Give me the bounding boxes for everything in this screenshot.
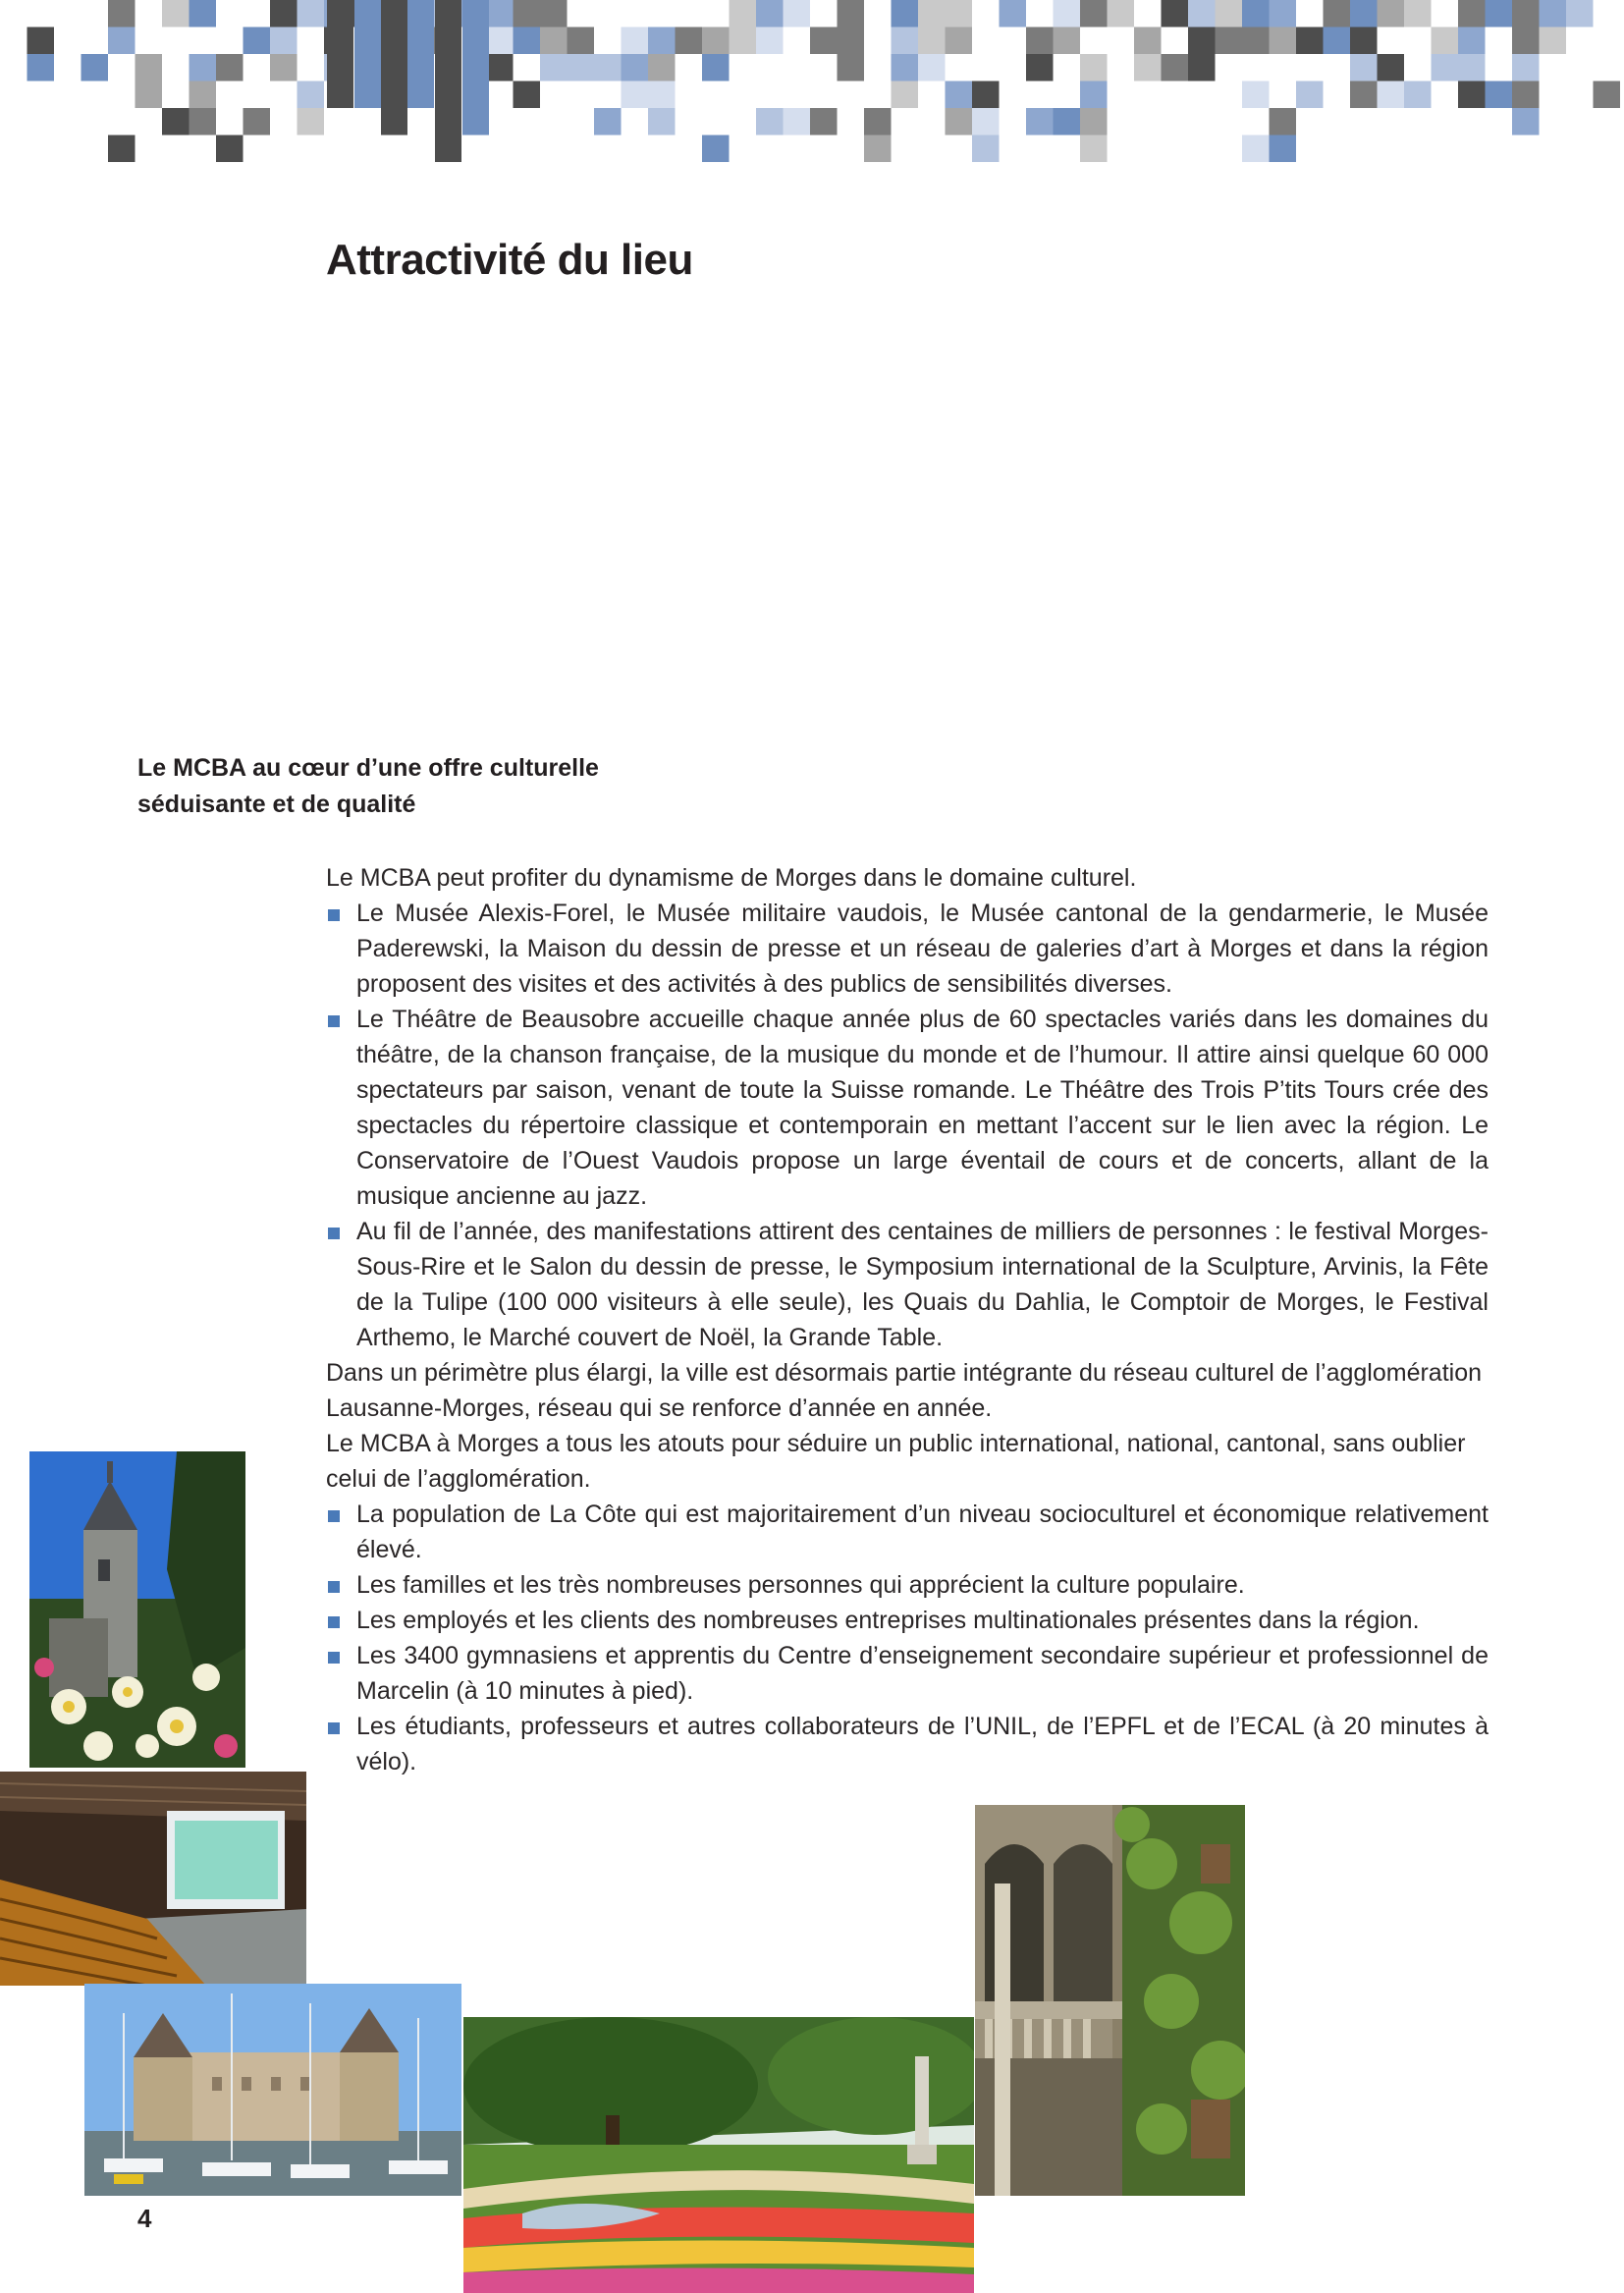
mosaic-tile <box>1458 0 1486 27</box>
mosaic-tile <box>1296 82 1324 109</box>
mosaic-tile <box>407 0 434 108</box>
mosaic-tile <box>108 0 135 27</box>
mosaic-tile <box>1404 0 1432 27</box>
mosaic-tile <box>810 27 838 55</box>
mosaic-tile <box>327 0 353 108</box>
mosaic-tile <box>730 27 757 55</box>
mosaic-tile <box>1594 82 1621 109</box>
mosaic-tile <box>1432 54 1459 82</box>
page-number: 4 <box>137 2204 152 2233</box>
mosaic-tile <box>298 0 325 27</box>
photo-tulip-park <box>463 2017 974 2293</box>
mosaic-tile <box>784 0 811 27</box>
mosaic-tile <box>918 0 946 27</box>
mosaic-tile <box>622 82 649 109</box>
mosaic-tile <box>864 108 892 136</box>
list-item: Les étudiants, professeurs et autres collaborateurs de l’UNIL, de l’EPFL et de l’ECAL (à 20 minutes à vélo). <box>326 1709 1489 1779</box>
subtitle-line: séduisante et de qualité <box>137 791 416 818</box>
mosaic-tile <box>702 27 730 55</box>
mosaic-tile <box>1350 0 1378 27</box>
mosaic-tile <box>1350 54 1378 82</box>
mosaic-tile <box>622 27 649 55</box>
page-title: Attractivité du lieu <box>326 236 693 284</box>
mosaic-tile <box>756 108 784 136</box>
mosaic-tile <box>270 54 298 82</box>
mosaic-tile <box>1486 0 1513 27</box>
mosaic-tile <box>918 27 946 55</box>
mosaic-tile <box>946 108 973 136</box>
mosaic-tile <box>1324 0 1351 27</box>
mosaic-tile <box>216 54 244 82</box>
mosaic-tile <box>298 108 325 136</box>
mosaic-tile <box>568 27 595 55</box>
mosaic-tile <box>108 27 135 55</box>
mosaic-tile <box>1512 108 1540 136</box>
mosaic-tile <box>162 108 189 136</box>
paragraph: Dans un périmètre plus élargi, la ville est désormais partie intégrante du réseau culturel de l’agglomération Lausanne-Morges, réseau qui se renforce d’année en année. <box>326 1359 1483 1422</box>
mosaic-tile <box>1512 27 1540 55</box>
mosaic-tile <box>1350 27 1378 55</box>
list-item: Les 3400 gymnasiens et apprentis du Centre d’enseignement secondaire supérieur et professionnel de Marcelin (à 10 minutes à pied). <box>326 1638 1489 1709</box>
mosaic-tile <box>135 54 163 82</box>
mosaic-tile <box>1270 108 1297 136</box>
mosaic-tile <box>568 54 595 82</box>
mosaic-tile <box>540 54 568 82</box>
mosaic-tile <box>1378 82 1405 109</box>
photo-castle-harbour <box>84 1984 461 2196</box>
mosaic-tile <box>162 0 189 27</box>
mosaic-tile <box>1270 136 1297 163</box>
mosaic-tile <box>1188 27 1216 55</box>
mosaic-tile <box>1378 54 1405 82</box>
paragraph: Le MCBA à Morges a tous les atouts pour séduire un public international, national, cantonal, sans oublier celui de l’agglomération. <box>326 1430 1466 1493</box>
mosaic-tile <box>1242 0 1270 27</box>
mosaic-tile <box>1512 54 1540 82</box>
mosaic-tile <box>486 54 514 82</box>
mosaic-tile <box>462 0 489 136</box>
mosaic-tile <box>1404 82 1432 109</box>
mosaic-tile <box>354 0 381 108</box>
mosaic-tile <box>514 27 541 55</box>
mosaic-tile <box>1054 108 1081 136</box>
mosaic-tile <box>1080 108 1108 136</box>
mosaic-tile <box>594 108 622 136</box>
mosaic-tile <box>1324 27 1351 55</box>
mosaic-tile <box>1242 82 1270 109</box>
mosaic-tile <box>1458 27 1486 55</box>
mosaic-tile <box>1458 54 1486 82</box>
mosaic-tile <box>189 54 217 82</box>
mosaic-tile <box>27 27 55 55</box>
mosaic-tile <box>81 54 109 82</box>
mosaic-tile <box>1270 0 1297 27</box>
mosaic-tile <box>1026 27 1054 55</box>
mosaic-tile <box>135 82 163 109</box>
mosaic-tile <box>1216 27 1243 55</box>
mosaic-tile <box>756 27 784 55</box>
mosaic-tile <box>702 54 730 82</box>
mosaic-tile <box>1162 54 1189 82</box>
mosaic-tile <box>1026 108 1054 136</box>
mosaic-tile <box>1458 82 1486 109</box>
mosaic-tile <box>838 27 865 55</box>
body-text <box>326 860 1489 1779</box>
mosaic-tile <box>756 0 784 27</box>
mosaic-tile <box>946 0 973 27</box>
mosaic-tile <box>1134 54 1162 82</box>
mosaic-tile <box>1080 136 1108 163</box>
mosaic-tile <box>1432 27 1459 55</box>
mosaic-tile <box>1540 27 1567 55</box>
mosaic-tile <box>514 82 541 109</box>
mosaic-tile <box>27 54 55 82</box>
mosaic-tile <box>1540 0 1567 27</box>
mosaic-tile <box>1188 0 1216 27</box>
photo-arcade-courtyard <box>975 1805 1245 2196</box>
mosaic-tile <box>1080 0 1108 27</box>
photo-church-dahlias <box>29 1451 245 1768</box>
mosaic-tile <box>1080 82 1108 109</box>
mosaic-tile <box>838 54 865 82</box>
section-subtitle <box>137 750 599 823</box>
mosaic-tile <box>270 0 298 27</box>
mosaic-tile <box>435 0 461 162</box>
mosaic-tile <box>1486 82 1513 109</box>
mosaic-tile <box>838 0 865 27</box>
mosaic-tile <box>298 82 325 109</box>
subtitle-line: Le MCBA au cœur d’une offre culturelle <box>137 754 599 782</box>
mosaic-tile <box>1188 54 1216 82</box>
mosaic-tile <box>1296 27 1324 55</box>
mosaic-tile <box>730 0 757 27</box>
mosaic-tile <box>1512 0 1540 27</box>
mosaic-tile <box>892 27 919 55</box>
mosaic-tile <box>784 108 811 136</box>
mosaic-tile <box>594 54 622 82</box>
mosaic-tile <box>1270 27 1297 55</box>
list-item: Les familles et les très nombreuses personnes qui apprécient la culture populaire. <box>326 1567 1489 1603</box>
mosaic-tile <box>1242 27 1270 55</box>
culture-list <box>326 896 1489 1355</box>
mosaic-tile <box>486 27 514 55</box>
mosaic-tile <box>514 0 541 27</box>
mosaic-tile <box>1108 0 1135 27</box>
mosaic-tile <box>1378 0 1405 27</box>
mosaic-tile <box>972 108 1000 136</box>
mosaic-tile <box>864 136 892 163</box>
list-item: La population de La Côte qui est majoritairement d’un niveau socioculturel et économique relativement élevé. <box>326 1497 1489 1567</box>
photo-theatre-hall <box>0 1772 306 1986</box>
mosaic-tile <box>972 82 1000 109</box>
mosaic-tile <box>892 82 919 109</box>
mosaic-tile <box>1054 27 1081 55</box>
mosaic-tile <box>1134 27 1162 55</box>
audience-list <box>326 1497 1489 1779</box>
mosaic-tile <box>1000 0 1027 27</box>
mosaic-tile <box>946 27 973 55</box>
mosaic-tile <box>622 54 649 82</box>
mosaic-tile <box>892 54 919 82</box>
mosaic-tile <box>1080 54 1108 82</box>
mosaic-tile <box>1242 136 1270 163</box>
mosaic-tile <box>189 0 217 27</box>
mosaic-tile <box>216 136 244 163</box>
mosaic-tile <box>1216 0 1243 27</box>
intro-paragraph: Le MCBA peut profiter du dynamisme de Morges dans le domaine culturel. <box>326 864 1137 892</box>
mosaic-tile <box>244 108 271 136</box>
mosaic-tile <box>486 0 514 27</box>
mosaic-tile <box>108 136 135 163</box>
mosaic-tile <box>648 54 676 82</box>
list-item: Les employés et les clients des nombreuses entreprises multinationales présentes dans la région. <box>326 1603 1489 1638</box>
mosaic-tile <box>540 27 568 55</box>
mosaic-tile <box>1566 0 1594 27</box>
mosaic-tile <box>381 0 407 136</box>
mosaic-tile <box>1512 82 1540 109</box>
mosaic-tile <box>648 27 676 55</box>
list-item: Le Musée Alexis-Forel, le Musée militaire vaudois, le Musée cantonal de la gendarmerie, le Musée Paderewski, la Maison du dessin de presse et un réseau de galeries d’art à Morges et dans la région proposent des visites et des activités à des publics de sensibilités diverses. <box>326 896 1489 1002</box>
mosaic-tile <box>810 108 838 136</box>
mosaic-tile <box>972 136 1000 163</box>
mosaic-tile <box>189 108 217 136</box>
mosaic-tile <box>676 27 703 55</box>
mosaic-tile <box>946 82 973 109</box>
mosaic-tile <box>1162 0 1189 27</box>
mosaic-tile <box>1350 82 1378 109</box>
list-item: Au fil de l’année, des manifestations attirent des centaines de milliers de personnes : le festival Morges-Sous-Rire et le Salon du dessin de presse, le Symposium international de la Sculpture, Arvinis, la Fête de la Tulipe (100 000 visiteurs à elle seule), les Quais du Dahlia, le Comptoir de Morges, le Festival Arthemo, le Marché couvert de Noël, la Grande Table. <box>326 1214 1489 1355</box>
mosaic-tile <box>892 0 919 27</box>
mosaic-tile <box>1054 0 1081 27</box>
mosaic-tile <box>702 136 730 163</box>
mosaic-tile <box>540 0 568 27</box>
list-item: Le Théâtre de Beausobre accueille chaque année plus de 60 spectacles variés dans les domaines du théâtre, de la chanson française, de la musique du monde et de l’humour. Il attire ainsi quelque 60 000 spectateurs par saison, venant de toute la Suisse romande. Le Théâtre des Trois P’tits Tours crée des spectacles du répertoire classique et contemporain en mettant l’accent sur le lien avec la région. Le Conservatoire de l’Ouest Vaudois propose un large éventail de cours et de concerts, allant de la musique ancienne au jazz. <box>326 1002 1489 1214</box>
mosaic-tile <box>244 27 271 55</box>
mosaic-tile <box>648 82 676 109</box>
mosaic-tile <box>648 108 676 136</box>
header-pixel-mosaic <box>0 0 1624 167</box>
mosaic-tile <box>270 27 298 55</box>
mosaic-tile <box>1026 54 1054 82</box>
mosaic-tile <box>189 82 217 109</box>
mosaic-tile <box>918 54 946 82</box>
